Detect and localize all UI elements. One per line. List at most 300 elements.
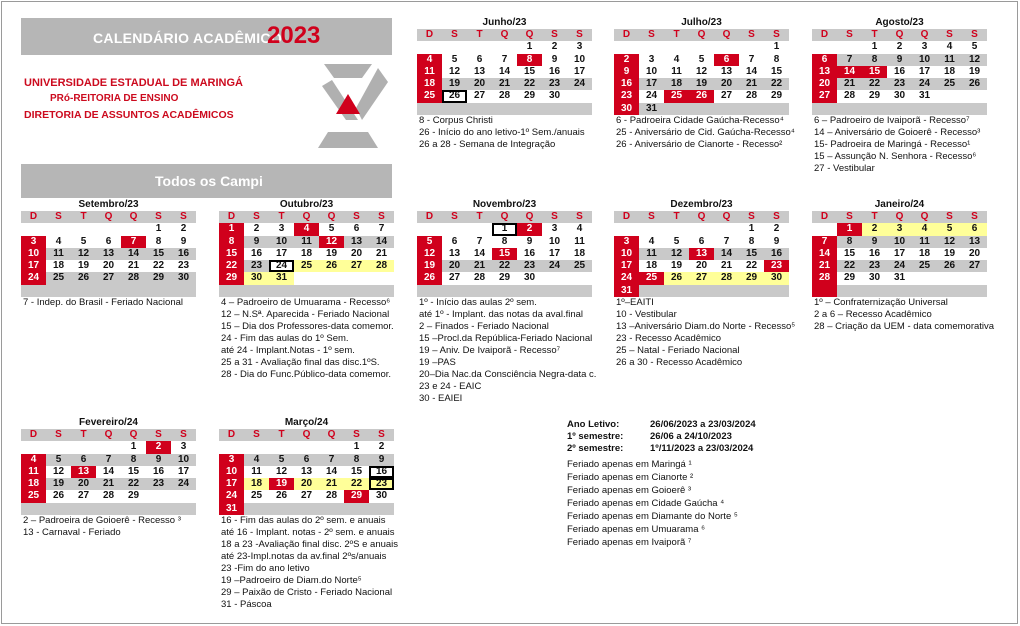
day-cell: 17 xyxy=(614,260,639,272)
empty-cell xyxy=(171,490,196,502)
empty-cell xyxy=(467,41,492,53)
day-cell: 12 xyxy=(319,236,344,248)
day-cell: 11 xyxy=(46,248,71,260)
day-cell: 1 xyxy=(837,223,862,235)
day-cell: 8 xyxy=(219,236,244,248)
weekday-header: S xyxy=(567,211,592,223)
day-cell: 12 xyxy=(962,54,987,66)
day-cell: 3 xyxy=(551,223,558,235)
day-cell: 25 xyxy=(937,78,962,90)
day-cell: 13 xyxy=(344,236,369,248)
empty-cell xyxy=(614,223,639,235)
day-cell: 3 xyxy=(219,454,244,466)
month-title: Agosto/23 xyxy=(875,17,924,28)
day-cell: 22 xyxy=(764,78,789,90)
note-line: 19 –PAS xyxy=(419,357,456,368)
day-cell: 15 xyxy=(523,65,536,77)
day-cell: 31 xyxy=(614,285,639,297)
empty-cell xyxy=(71,503,96,515)
empty-cell xyxy=(492,103,517,115)
day-cell: 9 xyxy=(551,53,558,65)
weekday-header: S xyxy=(244,211,269,223)
month-notes-dez xyxy=(616,297,795,369)
day-cell: 26 xyxy=(275,490,288,502)
note-line: 28 - Dia do Func.Público-data comemor. xyxy=(221,369,392,380)
day-cell: 20 xyxy=(968,247,981,259)
day-cell: 16 xyxy=(764,248,789,260)
day-cell: 9 xyxy=(244,236,269,248)
day-cell: 17 xyxy=(275,247,288,259)
day-cell: 12 xyxy=(417,248,442,260)
empty-cell xyxy=(46,441,71,453)
day-cell: 4 xyxy=(946,41,953,53)
empty-cell xyxy=(442,103,467,115)
day-cell: 15 xyxy=(739,248,764,260)
empty-cell xyxy=(812,223,837,235)
day-cell: 4 xyxy=(21,454,46,466)
day-cell: 5 xyxy=(269,454,294,466)
weekday-header: T xyxy=(71,429,96,441)
day-cell: 21 xyxy=(467,260,492,272)
day-cell: 6 xyxy=(71,454,96,466)
empty-cell xyxy=(837,103,862,115)
day-cell: 27 xyxy=(96,272,121,284)
day-cell: 17 xyxy=(21,260,46,272)
weekday-header: D xyxy=(417,29,442,41)
day-cell: 1 xyxy=(526,41,533,53)
day-cell: 11 xyxy=(417,66,442,78)
empty-cell xyxy=(542,285,567,297)
day-cell: 2 xyxy=(146,441,171,453)
month-nov xyxy=(417,199,592,297)
day-cell: 19 xyxy=(442,78,467,90)
day-cell: 26 xyxy=(664,272,689,284)
day-cell: 4 xyxy=(673,53,680,65)
day-cell: 20 xyxy=(102,260,115,272)
day-cell: 10 xyxy=(219,466,244,478)
month-grid xyxy=(417,29,592,115)
empty-cell xyxy=(639,223,664,235)
note-line: 1º - Início das aulas 2º sem. xyxy=(419,297,537,308)
weekday-header: S xyxy=(962,29,987,41)
day-cell: 23 xyxy=(244,260,269,272)
day-cell: 23 xyxy=(369,478,394,490)
day-cell: 15 xyxy=(146,248,171,260)
day-cell: 27 xyxy=(77,490,90,502)
day-cell: 23 xyxy=(862,260,887,272)
note-line: 6 – Padroeiro de Ivaiporã - Recesso⁷ xyxy=(814,115,970,126)
day-cell: 16 xyxy=(548,65,561,77)
day-cell: 30 xyxy=(614,103,639,115)
weekday-header: Q xyxy=(912,29,937,41)
month-grid xyxy=(219,211,394,297)
day-cell: 5 xyxy=(80,235,87,247)
empty-cell xyxy=(517,285,542,297)
weekday-header: Q xyxy=(517,211,542,223)
day-cell: 29 xyxy=(523,90,536,102)
day-cell: 5 xyxy=(673,235,680,247)
month-notes-fev xyxy=(23,515,181,539)
day-cell: 4 xyxy=(55,235,62,247)
day-cell: 5 xyxy=(328,223,335,235)
legend-period-value: 1º/11/2023 a 23/03/2024 xyxy=(650,443,754,455)
day-cell: 25 xyxy=(250,490,263,502)
day-cell: 5 xyxy=(46,454,71,466)
empty-cell xyxy=(71,441,96,453)
day-cell: 4 xyxy=(294,223,319,235)
day-cell: 19 xyxy=(943,247,956,259)
weekday-header: S xyxy=(369,429,394,441)
day-cell: 3 xyxy=(21,236,46,248)
pro-reitoria: PRó-REITORIA DE ENSINO xyxy=(50,93,179,104)
day-cell: 18 xyxy=(645,260,658,272)
empty-cell xyxy=(319,441,344,453)
note-line: 14 – Aniversário de Goioerê - Recesso³ xyxy=(814,127,981,138)
empty-cell xyxy=(96,285,121,297)
note-line: 19 – Aniv. De Ivaiporã - Recesso⁷ xyxy=(419,345,561,356)
day-cell: 27 xyxy=(344,260,369,272)
note-line: 10 - Vestibular xyxy=(616,309,677,320)
note-line: 30 - EAIEI xyxy=(419,393,463,404)
day-cell: 3 xyxy=(278,223,285,235)
empty-cell xyxy=(294,503,319,515)
day-cell: 4 xyxy=(576,223,583,235)
weekday-header: S xyxy=(244,429,269,441)
day-cell: 7 xyxy=(476,235,483,247)
day-cell: 11 xyxy=(639,248,664,260)
day-cell: 13 xyxy=(473,65,486,77)
weekday-header: S xyxy=(46,211,71,223)
empty-cell xyxy=(121,503,146,515)
empty-cell xyxy=(244,285,269,297)
note-line: 16 - Fim das aulas do 2º sem. e anuais xyxy=(221,515,386,526)
day-cell: 6 xyxy=(962,223,987,235)
day-cell: 16 xyxy=(868,247,881,259)
weekday-header: D xyxy=(21,429,46,441)
month-notes-ago xyxy=(814,115,980,175)
empty-cell xyxy=(96,441,121,453)
empty-cell xyxy=(369,272,394,284)
day-cell: 21 xyxy=(375,247,388,259)
day-cell: 23 xyxy=(887,78,912,90)
weekday-header: Q xyxy=(121,211,146,223)
day-cell: 29 xyxy=(146,272,171,284)
day-cell: 8 xyxy=(837,236,862,248)
page-title: CALENDÁRIO ACADÊMICO xyxy=(93,30,283,46)
month-title: Janeiro/24 xyxy=(874,199,925,210)
day-cell: 16 xyxy=(171,248,196,260)
day-cell: 24 xyxy=(912,78,937,90)
day-cell: 2 xyxy=(180,223,187,235)
day-cell: 26 xyxy=(442,90,467,102)
day-cell: 14 xyxy=(369,236,394,248)
day-cell: 10 xyxy=(171,454,196,466)
legend-period-label: 2º semestre: xyxy=(567,443,624,455)
empty-cell xyxy=(96,223,121,235)
empty-cell xyxy=(837,285,862,297)
weekday-header: S xyxy=(639,211,664,223)
empty-cell xyxy=(121,223,146,235)
note-line: 2 – Padroeira de Goioerê - Recesso ³ xyxy=(23,515,181,526)
day-cell: 29 xyxy=(344,490,369,502)
day-cell: 28 xyxy=(714,272,739,284)
day-cell: 21 xyxy=(739,78,764,90)
day-cell: 8 xyxy=(517,54,542,66)
month-notes-out xyxy=(221,297,394,381)
weekday-header: T xyxy=(71,211,96,223)
weekday-header: S xyxy=(542,29,567,41)
day-cell: 15 xyxy=(219,248,244,260)
empty-cell xyxy=(269,503,294,515)
day-cell: 15 xyxy=(843,247,856,259)
empty-cell xyxy=(344,503,369,515)
empty-cell xyxy=(467,103,492,115)
day-cell: 28 xyxy=(102,490,115,502)
day-cell: 28 xyxy=(843,90,856,102)
day-cell: 3 xyxy=(921,41,928,53)
weekday-header: Q xyxy=(492,29,517,41)
weekday-header: S xyxy=(739,211,764,223)
day-cell: 30 xyxy=(893,90,906,102)
day-cell: 27 xyxy=(962,260,987,272)
note-line: 7 - Indep. do Brasil - Feriado Nacional xyxy=(23,297,183,308)
weekday-header: S xyxy=(764,211,789,223)
empty-cell xyxy=(442,41,467,53)
empty-cell xyxy=(664,285,689,297)
day-cell: 17 xyxy=(918,65,931,77)
day-cell: 29 xyxy=(498,272,511,284)
day-cell: 19 xyxy=(77,260,90,272)
day-cell: 20 xyxy=(812,78,837,90)
day-cell: 18 xyxy=(573,247,586,259)
note-line: 19 –Padroeiro de Diam.do Norte⁵ xyxy=(221,575,362,586)
weekday-header: S xyxy=(739,29,764,41)
weekday-header: D xyxy=(219,429,244,441)
note-line: 23 -Fim do ano letivo xyxy=(221,563,310,574)
day-cell: 8 xyxy=(155,235,162,247)
legend-period-row xyxy=(567,431,756,443)
day-cell: 16 xyxy=(152,465,165,477)
note-line: 8 - Corpus Christi xyxy=(419,115,493,126)
day-cell: 7 xyxy=(748,53,755,65)
empty-cell xyxy=(714,41,739,53)
day-cell: 4 xyxy=(244,454,269,466)
day-cell: 24 xyxy=(567,78,592,90)
note-line: 6 - Padroeira Cidade Gaúcha-Recesso⁴ xyxy=(616,115,784,126)
day-cell: 7 xyxy=(723,235,730,247)
month-title: Julho/23 xyxy=(681,17,722,28)
note-line: até 23-Impl.notas da av.final 2ºs/anuais xyxy=(221,551,387,562)
day-cell: 26 xyxy=(937,260,962,272)
empty-cell xyxy=(319,285,344,297)
day-cell: 11 xyxy=(671,65,682,77)
note-line: até 24 - Implant.Notas - 1º sem. xyxy=(221,345,355,356)
legend-holiday-line: Feriado apenas em Goioerê ³ xyxy=(567,484,692,496)
weekday-header: S xyxy=(542,211,567,223)
month-notes-mar xyxy=(221,515,398,611)
day-cell: 26 xyxy=(689,90,714,102)
day-cell: 18 xyxy=(664,78,689,90)
empty-cell xyxy=(344,285,369,297)
month-title: Dezembro/23 xyxy=(670,199,733,210)
day-cell: 6 xyxy=(451,235,458,247)
day-cell: 1 xyxy=(871,41,878,53)
weekday-header: Q xyxy=(887,29,912,41)
note-line: 2 a 6 – Recesso Acadêmico xyxy=(814,309,932,320)
day-cell: 23 xyxy=(542,78,567,90)
note-line: 25 - Aniversário de Cid. Gaúcha-Recesso⁴ xyxy=(616,127,795,138)
month-notes-jun xyxy=(419,115,585,151)
empty-cell xyxy=(714,285,739,297)
weekday-header: S xyxy=(764,29,789,41)
day-cell: 21 xyxy=(492,78,517,90)
weekday-header: S xyxy=(639,29,664,41)
day-cell: 24 xyxy=(614,272,639,284)
note-line: 26 - Início do ano letivo-1º Sem./anuais xyxy=(419,127,585,138)
day-cell: 7 xyxy=(378,223,385,235)
day-cell: 22 xyxy=(492,260,517,272)
empty-cell xyxy=(417,41,442,53)
day-cell: 12 xyxy=(695,65,708,77)
day-cell: 22 xyxy=(517,78,542,90)
day-cell: 10 xyxy=(573,53,586,65)
campi-label: Todos os Campi xyxy=(155,173,263,189)
note-line: 15 –Procl.da República-Feriado Nacional xyxy=(419,333,593,344)
day-cell: 3 xyxy=(648,53,655,65)
day-cell: 27 xyxy=(448,272,461,284)
empty-cell xyxy=(417,223,442,235)
note-line: 23 e 24 - EAIC xyxy=(419,381,482,392)
weekday-header: D xyxy=(417,211,442,223)
day-cell: 14 xyxy=(102,465,115,477)
weekday-header: S xyxy=(937,29,962,41)
empty-cell xyxy=(542,272,567,284)
day-cell: 24 xyxy=(219,490,244,502)
day-cell: 25 xyxy=(664,90,689,102)
day-cell: 11 xyxy=(937,54,962,66)
empty-cell xyxy=(739,41,764,53)
day-cell: 18 xyxy=(943,65,956,77)
day-cell: 29 xyxy=(739,272,764,284)
legend-holiday-line: Feriado apenas em Ivaiporã ⁷ xyxy=(567,536,692,548)
empty-cell xyxy=(319,503,344,515)
empty-cell xyxy=(294,272,319,284)
month-fev xyxy=(21,417,196,515)
weekday-header: S xyxy=(171,211,196,223)
weekday-header: S xyxy=(344,429,369,441)
weekday-header: Q xyxy=(887,211,912,223)
day-cell: 23 xyxy=(614,90,639,102)
month-jun xyxy=(417,17,592,115)
note-line: 13 –Aniversário Diam.do Norte - Recesso⁵ xyxy=(616,321,796,332)
day-cell: 27 xyxy=(812,90,837,102)
day-cell: 9 xyxy=(526,235,533,247)
empty-cell xyxy=(146,490,171,502)
day-cell: 18 xyxy=(52,260,65,272)
weekday-header: T xyxy=(269,211,294,223)
note-line: 31 - Páscoa xyxy=(221,599,272,610)
weekday-header: Q xyxy=(96,429,121,441)
day-cell: 2 xyxy=(551,41,558,53)
day-cell: 13 xyxy=(689,248,714,260)
empty-cell xyxy=(887,285,912,297)
note-line: 15- Padroeira de Maringá - Recesso¹ xyxy=(814,139,971,150)
note-line: 4 – Padroeiro de Umuarama - Recesso⁶ xyxy=(221,297,391,308)
empty-cell xyxy=(664,223,689,235)
empty-cell xyxy=(614,41,639,53)
day-cell: 22 xyxy=(152,260,165,272)
day-cell: 18 xyxy=(918,247,931,259)
empty-cell xyxy=(294,285,319,297)
empty-cell xyxy=(46,223,71,235)
day-cell: 31 xyxy=(269,272,294,284)
day-cell: 1 xyxy=(353,441,360,453)
empty-cell xyxy=(714,103,739,115)
day-cell: 21 xyxy=(812,260,837,272)
day-cell: 24 xyxy=(887,260,912,272)
month-title: Setembro/23 xyxy=(78,199,139,210)
weekday-header: Q xyxy=(492,211,517,223)
day-cell: 16 xyxy=(614,78,639,90)
weekday-header: Q xyxy=(689,29,714,41)
day-cell: 26 xyxy=(52,490,65,502)
day-cell: 16 xyxy=(250,247,263,259)
day-cell: 16 xyxy=(369,466,394,478)
day-cell: 13 xyxy=(962,236,987,248)
weekday-header: Q xyxy=(96,211,121,223)
day-cell: 9 xyxy=(862,236,887,248)
day-cell: 22 xyxy=(745,260,758,272)
day-cell: 31 xyxy=(639,103,664,115)
month-grid xyxy=(219,429,394,515)
day-cell: 30 xyxy=(548,90,561,102)
uem-logo-icon xyxy=(318,58,392,156)
day-cell: 17 xyxy=(219,478,244,490)
day-cell: 2 xyxy=(253,223,260,235)
weekday-header: S xyxy=(837,211,862,223)
note-line: até 1º - Implant. das notas da aval.final xyxy=(419,309,584,320)
day-cell: 29 xyxy=(770,90,783,102)
note-line: 15 – Assunção N. Senhora - Recesso⁶ xyxy=(814,151,977,162)
day-cell: 13 xyxy=(720,65,733,77)
empty-cell xyxy=(567,285,592,297)
empty-cell xyxy=(962,272,987,284)
weekday-header: T xyxy=(862,211,887,223)
day-cell: 18 xyxy=(21,478,46,490)
day-cell: 31 xyxy=(918,90,931,102)
day-cell: 6 xyxy=(812,54,837,66)
weekday-header: T xyxy=(269,429,294,441)
day-cell: 22 xyxy=(219,260,244,272)
day-cell: 13 xyxy=(71,466,96,478)
note-line: 20–Dia Nac.da Consciência Negra-data c. xyxy=(419,369,597,380)
day-cell: 30 xyxy=(375,490,388,502)
campi-bar xyxy=(21,164,392,198)
day-cell: 1 xyxy=(492,223,517,235)
empty-cell xyxy=(764,103,789,115)
day-cell: 25 xyxy=(912,260,937,272)
month-grid xyxy=(21,211,196,297)
day-cell: 5 xyxy=(417,236,442,248)
month-notes-jul xyxy=(616,115,795,151)
day-cell: 9 xyxy=(146,454,171,466)
day-cell: 27 xyxy=(689,272,714,284)
empty-cell xyxy=(417,285,442,297)
month-title: Março/24 xyxy=(284,417,329,428)
day-cell: 18 xyxy=(300,247,313,259)
note-line: 12 – N.Sª. Aparecida - Feriado Nacional xyxy=(221,309,390,320)
day-cell: 20 xyxy=(467,78,492,90)
